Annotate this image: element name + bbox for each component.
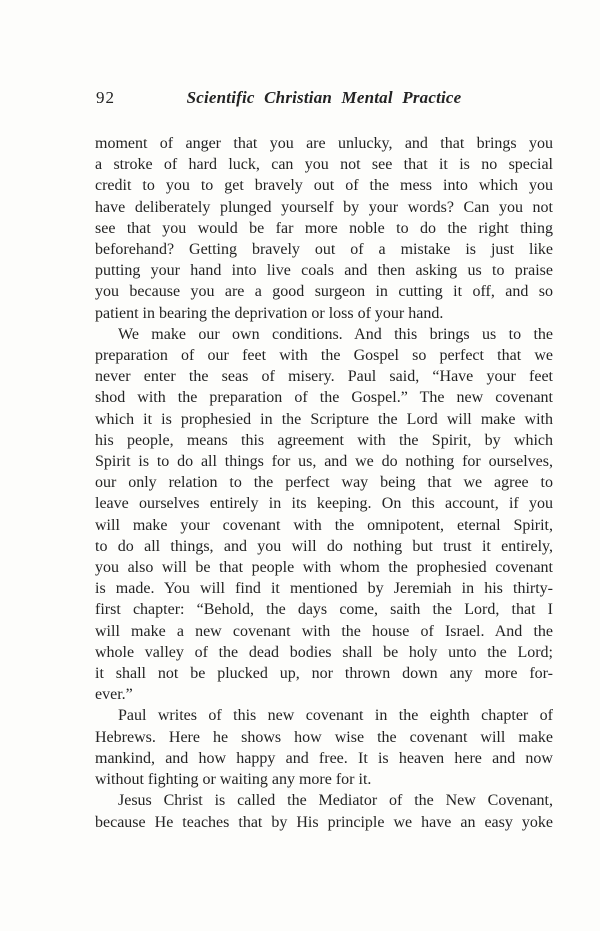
text-line (95, 218, 553, 239)
text-line (95, 430, 553, 451)
page-body (95, 133, 553, 833)
text-line-content: leave ourselves entirely in its keeping. On this account, if you (95, 495, 553, 513)
text-line-content: see that you would be far more noble to do the right thing (95, 219, 553, 237)
text-line (95, 748, 553, 769)
text-line-content: which it is prophesied in the Scripture the Lord will make with (95, 410, 553, 428)
text-line (95, 345, 553, 366)
text-line-content: shod with the preparation of the Gospel.” The new covenant (95, 389, 553, 407)
text-line (95, 303, 553, 324)
page-number: 92 (96, 88, 115, 107)
text-line-content: beforehand? Getting bravely out of a mistake is just like (95, 241, 553, 259)
text-line-content: Spirit is to do all things for us, and we do nothing for ourselves, (95, 453, 553, 471)
text-line (95, 493, 553, 514)
text-line-content: will make a new covenant with the house of Israel. And the (95, 622, 553, 640)
text-line-content: We make our own conditions. And this brings us to the (118, 325, 553, 343)
text-line (95, 663, 553, 684)
text-line-content: Jesus Christ is called the Mediator of the New Covenant, (118, 792, 553, 810)
text-line-content: to do all things, and you will do nothing but trust it entirely, (95, 537, 553, 555)
text-line (95, 366, 553, 387)
text-line-content: patient in bearing the deprivation or loss of your hand. (95, 304, 444, 322)
text-line-content: will make your covenant with the omnipotent, eternal Spirit, (95, 516, 553, 534)
text-line-content: mankind, and how happy and free. It is heaven here and now (95, 749, 553, 767)
paragraph (95, 790, 553, 832)
text-line (95, 409, 553, 430)
text-line (95, 705, 553, 726)
page-header (95, 88, 553, 108)
text-line-content: without fighting or waiting any more for it. (95, 771, 372, 789)
paragraph (95, 133, 553, 324)
text-line (95, 790, 553, 811)
text-line-content: Paul writes of this new covenant in the eighth chapter of (118, 707, 553, 725)
text-line (95, 387, 553, 408)
text-line-content: moment of anger that you are unlucky, and that brings you (95, 135, 553, 152)
text-line (95, 154, 553, 175)
text-line (95, 727, 553, 748)
text-line (95, 515, 553, 536)
text-line (95, 642, 553, 663)
text-line (95, 260, 553, 281)
text-line-content: preparation of our feet with the Gospel so perfect that we (95, 347, 553, 365)
text-line (95, 769, 553, 790)
text-line-content: is made. You will find it mentioned by Jeremiah in his thirty- (95, 580, 553, 598)
text-line (95, 175, 553, 196)
text-line-content: Hebrews. Here he shows how wise the covenant will make (95, 728, 553, 746)
text-line (95, 451, 553, 472)
text-line-content: you also will be that people with whom the prophesied covenant (95, 559, 553, 577)
text-line-content: our only relation to the perfect way being that we agree to (95, 474, 553, 492)
text-line (95, 578, 553, 599)
text-line-content: putting your hand into live coals and then asking us to praise (95, 262, 553, 280)
text-line-content: first chapter: “Behold, the days come, saith the Lord, that I (95, 601, 553, 619)
text-line-content: never enter the seas of misery. Paul said, “Have your feet (95, 368, 553, 386)
text-line-content: it shall not be plucked up, nor thrown down any more for- (95, 665, 553, 683)
text-line-content: whole valley of the dead bodies shall be holy unto the Lord; (95, 643, 553, 661)
text-block (95, 88, 553, 833)
paragraph (95, 705, 553, 790)
text-line (95, 536, 553, 557)
text-line-content: have deliberately plunged yourself by your words? Can you not (95, 198, 553, 216)
text-line (95, 557, 553, 578)
text-line (95, 197, 553, 218)
text-line-content: a stroke of hard luck, can you not see that it is no special (95, 156, 553, 174)
text-line (95, 133, 553, 154)
text-line-content: his people, means this agreement with the Spirit, by which (95, 431, 553, 449)
text-line (95, 684, 553, 705)
text-line (95, 599, 553, 620)
text-line-content: because He teaches that by His principle we have an easy yoke (95, 813, 553, 831)
text-line (95, 812, 553, 833)
text-line (95, 324, 553, 345)
text-line-content: ever.” (95, 686, 133, 704)
text-line (95, 281, 553, 302)
text-line (95, 621, 553, 642)
text-line (95, 472, 553, 493)
paragraph (95, 324, 553, 706)
running-title: Scientific Christian Mental Practice (186, 88, 462, 107)
text-line-content: credit to you to get bravely out of the mess into which you (95, 177, 553, 195)
text-line-content: you because you are a good surgeon in cutting it off, and so (95, 283, 553, 301)
text-line (95, 239, 553, 260)
